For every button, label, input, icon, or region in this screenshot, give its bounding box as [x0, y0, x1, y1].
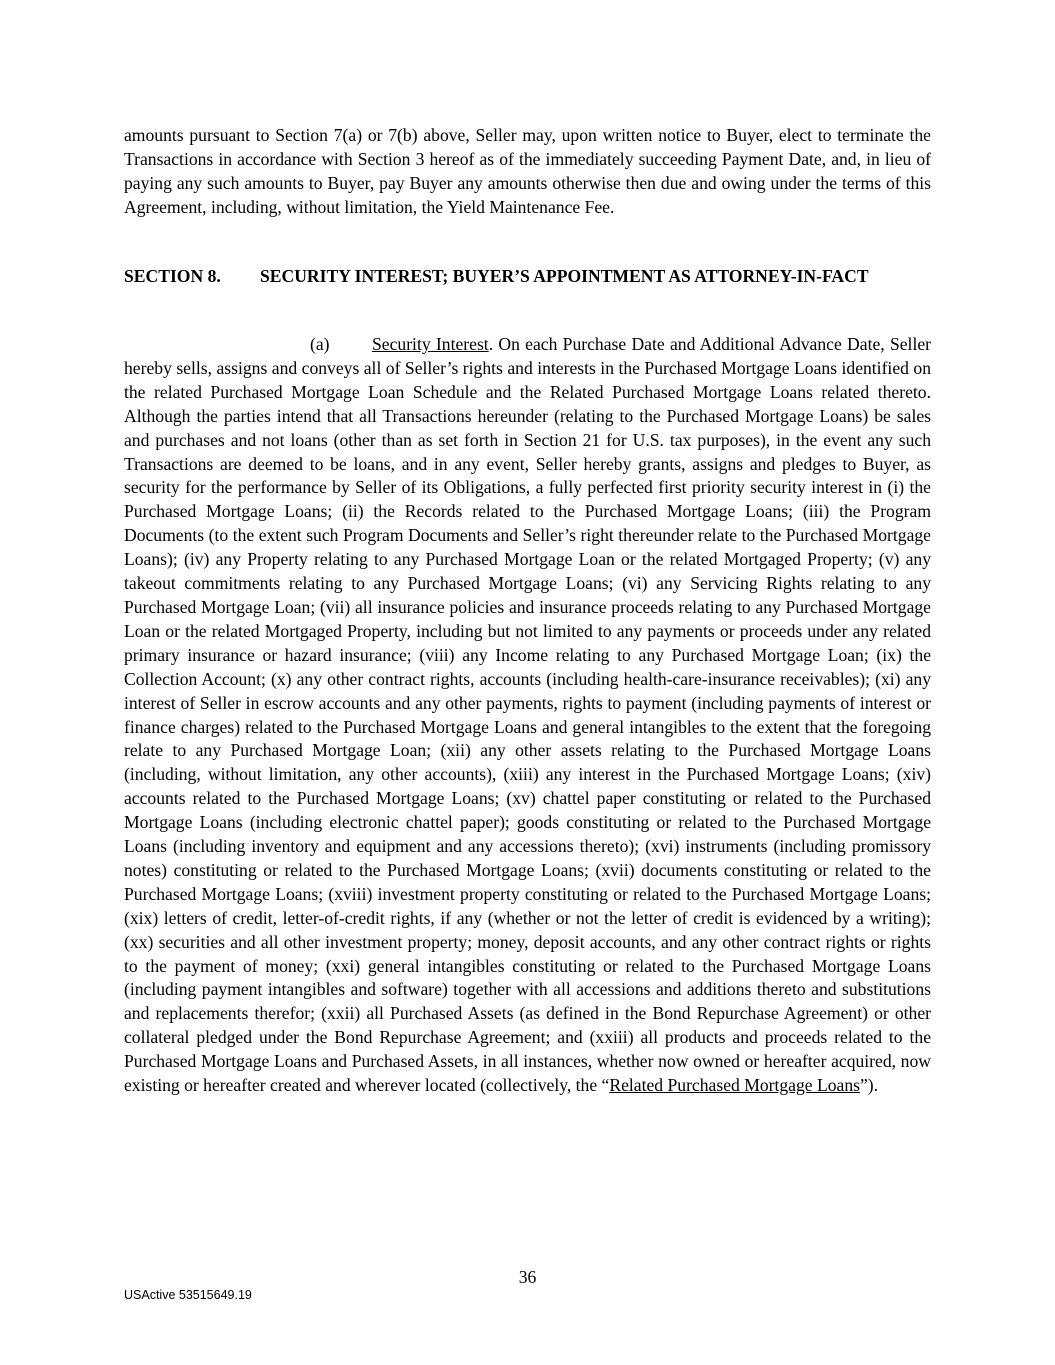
document-id: USActive 53515649.19	[124, 1288, 252, 1302]
subsection-a-paragraph	[124, 333, 931, 1098]
page-number: 36	[518, 1267, 537, 1287]
subsection-closing: ”).	[860, 1075, 879, 1096]
section-number: SECTION 8.	[124, 266, 221, 286]
subsection-label: (a)	[310, 334, 330, 354]
intro-paragraph: amounts pursuant to Section 7(a) or 7(b) above, Seller may, upon written notice to Buyer, elect to terminate the Transactions in accordance with Section 3 hereof as of the immediately succeeding Payment Date, and, in lieu of paying any such amounts to Buyer, pay Buyer any amounts otherwise then due and owing under the terms of this Agreement, including, without limitation, the Yield Maintenance Fee.	[124, 125, 931, 217]
subsection-body: . On each Purchase Date and Additional Advance Date, Seller hereby sells, assigns and conveys all of Seller’s rights and interests in the Purchased Mortgage Loans identified on the related Purchased Mortgage Loan Schedule and the Related Purchased Mortgage Loans related thereto. Although the parties intend that all Transactions hereunder (relating to the Purchased Mortgage Loans) be sales and purchases and not loans (other than as set forth in Section 21 for U.S. tax purposes), in the event any such Transactions are deemed to be loans, and in any event, Seller hereby grants, assigns and pledges to Buyer, as security for the performance by Seller of its Obligations, a fully perfected first priority security interest in (i) the Purchased Mortgage Loans; (ii) the Records related to the Purchased Mortgage Loans; (iii) the Program Documents (to the extent such Program Documents and Seller’s right thereunder relate to the Purchased Mortgage Loans); (iv) any Property relating to any Purchased Mortgage Loan or the related Mortgaged Property; (v) any takeout commitments relating to any Purchased Mortgage Loans; (vi) any Servicing Rights relating to any Purchased Mortgage Loan; (vii) all insurance policies and insurance proceeds relating to any Purchased Mortgage Loan or the related Mortgaged Property, including but not limited to any payments or proceeds under any related primary insurance or hazard insurance; (viii) any Income relating to any Purchased Mortgage Loan; (ix) the Collection Account; (x) any other contract rights, accounts (including health-care-insurance receivables); (xi) any interest of Seller in escrow accounts and any other payments, rights to payment (including payments of interest or finance charges) related to the Purchased Mortgage Loans and general intangibles to the extent that the foregoing relate to any Purchased Mortgage Loan; (xii) any other assets relating to the Purchased Mortgage Loans (including, without limitation, any other accounts), (xiii) any interest in the Purchased Mortgage Loans; (xiv) accounts related to the Purchased Mortgage Loans; (xv) chattel paper constituting or related to the Purchased Mortgage Loans (including electronic chattel paper); goods constituting or related to the Purchased Mortgage Loans (including inventory and equipment and any accessions thereto); (xvi) instruments (including promissory notes) constituting or related to the Purchased Mortgage Loans; (xvii) documents constituting or related to the Purchased Mortgage Loans; (xviii) investment property constituting or related to the Purchased Mortgage Loans; (xix) letters of credit, letter-of-credit rights, if any (whether or not the letter of credit is evidenced by a writing); (xx) securities and all other investment property; money, deposit accounts, and any other contract rights or rights to the payment of money; (xxi) general intangibles constituting or related to the Purchased Mortgage Loans (including payment intangibles and software) together with all accessions and additions thereto and substitutions and replacements therefor; (xxii) all Purchased Assets (as defined in the Bond Repurchase Agreement) or other collateral pledged under the Bond Repurchase Agreement; and (xxiii) all products and proceeds related to the Purchased Mortgage Loans and Purchased Assets, in all instances, whether now owned or hereafter acquired, now existing or hereafter created and wherever located (collectively, the “	[124, 334, 931, 1096]
subsection-caption: Security Interest	[372, 334, 489, 354]
defined-term: Related Purchased Mortgage Loans	[609, 1075, 860, 1096]
section-title: SECURITY INTEREST; BUYER’S APPOINTMENT AS ATTORNEY-IN-FACT	[260, 266, 869, 286]
